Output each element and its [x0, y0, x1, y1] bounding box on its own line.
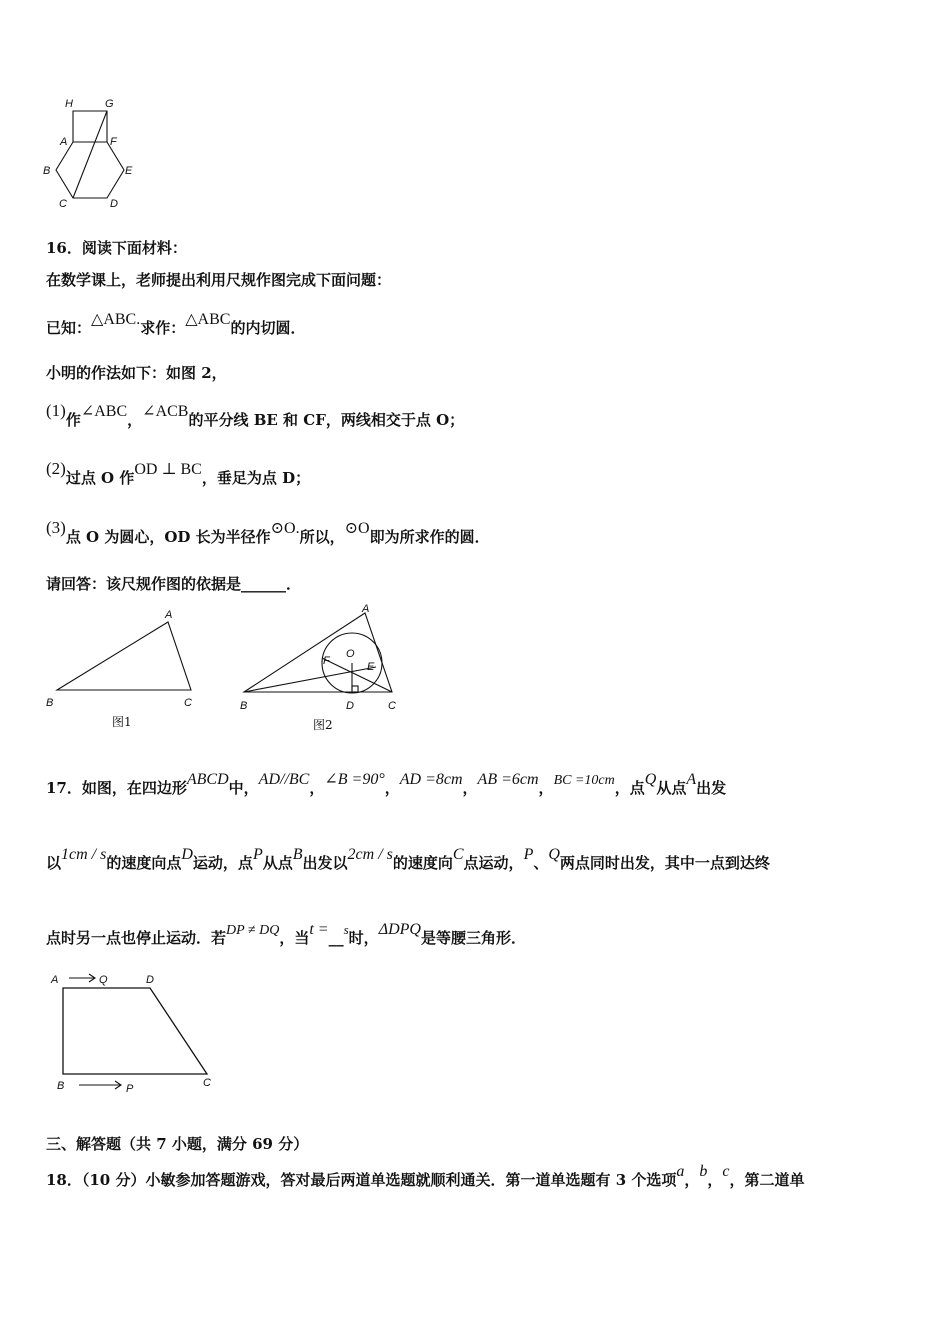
segment-gc	[73, 111, 107, 198]
q17-comma-2: ，	[384, 779, 400, 797]
label-c: C	[59, 198, 67, 210]
right-angle-mark	[352, 686, 358, 692]
q16-question: 请回答：该尺规作图的依据是______．	[46, 575, 302, 593]
q17-math-bc: BC =10cm	[553, 773, 615, 788]
q17-math-c: C	[452, 846, 464, 863]
q17-math-s: s	[343, 922, 349, 937]
q17-l2-f: 的速度向	[392, 854, 453, 872]
label-h: H	[65, 98, 73, 110]
fig2-label-c: C	[388, 700, 396, 712]
step1-number: (1)	[46, 401, 66, 420]
label-g: G	[105, 98, 114, 110]
q17-math-b: B	[292, 846, 303, 863]
trap-label-d: D	[146, 974, 154, 986]
q18-line	[46, 1163, 805, 1191]
fig2-label-f: F	[323, 655, 330, 667]
step1-text-a: 作	[65, 411, 81, 429]
trap-label-a: A	[51, 974, 59, 986]
q17-math-abcd: ABCD	[186, 771, 229, 788]
q17-l3-d: 是等腰三角形．	[420, 929, 526, 947]
step3-circle-math-2: ⊙O	[344, 520, 370, 537]
step3-circle-math: ⊙O.	[270, 520, 300, 537]
q18-option-b: b	[699, 1163, 708, 1180]
fig2-caption: 图2	[313, 718, 333, 732]
q17-l3-c: 时，	[348, 929, 379, 947]
q17-line-1	[46, 771, 727, 800]
q17-math-v2: 2cm / s	[347, 846, 393, 863]
q17-math-a: A	[686, 771, 697, 788]
trap-label-b: B	[57, 1080, 65, 1092]
q17-math-neq: DP ≠ DQ	[226, 923, 280, 938]
q16-step3	[46, 518, 490, 548]
step2-text-b: ，垂足为点 D；	[201, 469, 311, 487]
q17-line-3	[46, 921, 526, 950]
q17-l2-e: 出发以	[302, 854, 348, 872]
q17-text-c: ，点	[614, 779, 645, 797]
q17-l2-c: 运动，点	[192, 854, 253, 872]
step1-text-c: 的平分线 BE 和 CF，两线相交于点 O；	[188, 411, 465, 429]
step1-text-b: ，	[127, 411, 143, 429]
q16-known-math: △ABC.	[91, 311, 141, 328]
q17-math-t: t =	[309, 921, 329, 938]
step3-text-b: 所以，	[299, 528, 345, 546]
q16-seek-label: 求作：	[140, 319, 186, 337]
q18-option-c: c	[722, 1163, 730, 1180]
fig1-label-a: A	[165, 609, 173, 621]
q18-comma-1: ，	[684, 1171, 700, 1189]
q17-text-e: 出发	[696, 779, 727, 797]
q18-option-a: a	[676, 1163, 685, 1180]
q18-comma-2: ，	[707, 1171, 723, 1189]
q16-figure-1	[40, 602, 210, 732]
hexagon-shape	[56, 142, 124, 198]
q17-math-ab: AB =6cm	[477, 771, 539, 788]
q17-math-d: D	[181, 846, 193, 863]
fig2-label-o: O	[346, 648, 355, 660]
hexagon-square-figure	[40, 96, 140, 211]
q17-math-angle: ∠B =90°	[324, 771, 385, 788]
q17-text-b: 中，	[228, 779, 259, 797]
q16-seek-math: △ABC	[185, 311, 231, 328]
fig1-label-c: C	[184, 697, 192, 709]
q16-method: 小明的作法如下：如图 2，	[46, 364, 227, 382]
q17-trapezoid-figure	[45, 966, 225, 1101]
trapezoid-abcd	[63, 988, 207, 1074]
fig2-label-a: A	[362, 603, 370, 615]
label-b: B	[43, 165, 51, 177]
label-d: D	[110, 198, 118, 210]
q17-math-q2: Q	[548, 846, 560, 863]
q17-answer-blank[interactable]: __	[328, 929, 344, 947]
triangle-abc-2	[244, 613, 392, 692]
q17-math-p2: P	[523, 846, 534, 863]
square-shape	[73, 111, 107, 142]
section-3-heading: 三、解答题（共 7 小题，满分 69 分）	[46, 1135, 309, 1153]
q17-l2-a: 以	[46, 854, 62, 872]
triangle-abc	[57, 622, 191, 690]
q17-math-ad: AD =8cm	[399, 771, 463, 788]
q17-l2-d: 从点	[262, 854, 293, 872]
q17-text-a: 17．如图，在四边形	[46, 779, 187, 797]
q17-math-parallel: AD//BC	[258, 771, 310, 788]
q17-l2-b: 的速度向点	[106, 854, 182, 872]
q17-line-2	[46, 846, 770, 874]
q17-l3-b: ，当	[279, 929, 310, 947]
q17-math-v1: 1cm / s	[61, 846, 107, 863]
q17-text-d: 从点	[656, 779, 687, 797]
step1-angle-abc: ∠ABC	[80, 403, 128, 420]
q17-comma-4: ，	[538, 779, 554, 797]
q17-l2-g: 点运动，	[463, 854, 524, 872]
q18-text-a: 18．（10 分）小敏参加答题游戏，答对最后两道单选题就顺利通关．第一道单选题有 3 个选项	[46, 1171, 677, 1189]
step2-number: (2)	[46, 459, 66, 478]
q17-l2-h: 、	[533, 854, 549, 872]
q17-l2-i: 两点同时出发，其中一点到达终	[559, 854, 770, 872]
q16-step1	[46, 401, 465, 431]
fig2-label-b: B	[240, 700, 248, 712]
label-e: E	[125, 165, 133, 177]
q16-step2	[46, 459, 311, 489]
fig2-label-d: D	[346, 700, 354, 712]
trap-label-q: Q	[99, 974, 108, 986]
q17-l3-a: 点时另一点也停止运动．若	[46, 929, 227, 947]
q17-math-p: P	[252, 846, 263, 863]
step3-number: (3)	[46, 518, 66, 537]
step1-angle-acb: ∠ACB	[142, 403, 189, 420]
step2-text-a: 过点 O 作	[65, 469, 135, 487]
q17-math-q: Q	[644, 771, 657, 788]
q16-known-label: 已知：	[46, 319, 92, 337]
step3-text-c: 即为所求作的圆．	[369, 528, 490, 546]
trap-label-p: P	[126, 1083, 134, 1095]
q16-known-line	[46, 311, 306, 339]
q17-math-tri: ΔDPQ	[378, 921, 421, 938]
q17-comma-1: ，	[309, 779, 325, 797]
q17-comma-3: ，	[462, 779, 478, 797]
q16-title: 16．阅读下面材料：	[46, 239, 187, 257]
q18-text-b: ，第二道单	[729, 1171, 805, 1189]
trap-label-c: C	[203, 1077, 211, 1089]
step2-perp-math: OD ⊥ BC	[134, 461, 202, 478]
step3-text-a: 点 O 为圆心，OD 长为半径作	[65, 528, 271, 546]
label-a: A	[60, 136, 68, 148]
fig1-caption: 图1	[112, 715, 132, 729]
label-f: F	[110, 136, 117, 148]
fig1-label-b: B	[46, 697, 54, 709]
q16-intro: 在数学课上，老师提出利用尺规作图完成下面问题：	[46, 271, 392, 289]
q16-seek-tail: 的内切圆．	[230, 319, 306, 337]
fig2-label-e: E	[367, 661, 375, 673]
q16-figure-2	[235, 602, 415, 737]
